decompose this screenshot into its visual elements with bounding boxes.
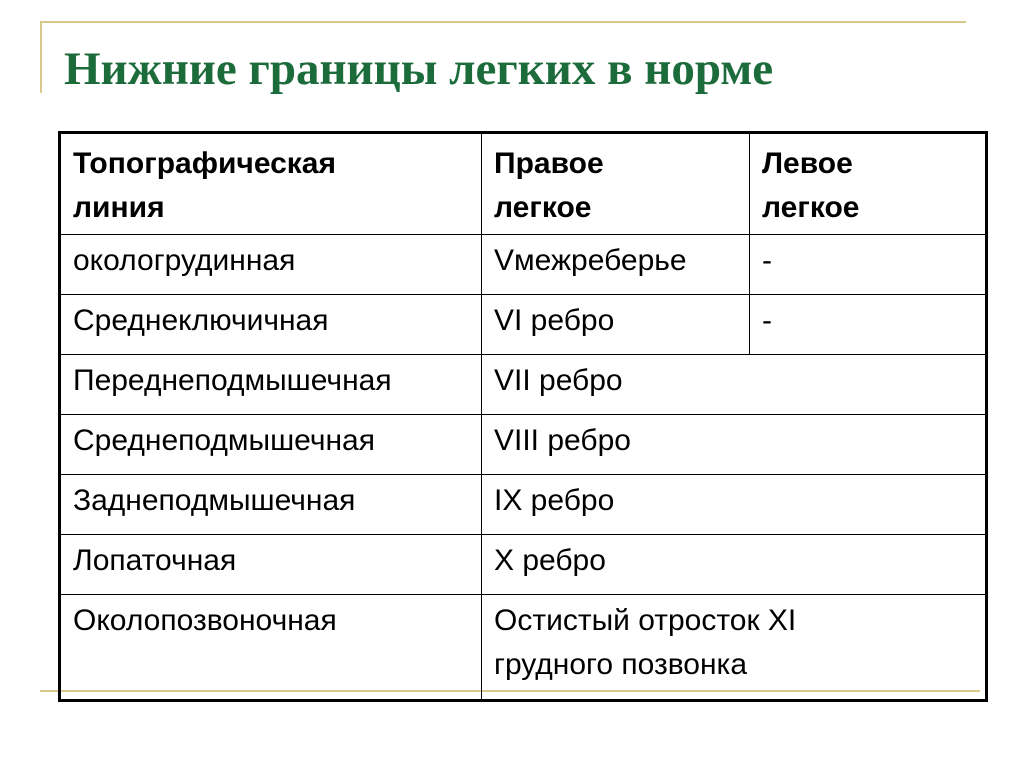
cell-line: Среднеподмышечная xyxy=(60,415,482,475)
cell-right: VIII ребро xyxy=(482,415,987,475)
table-header-row xyxy=(60,133,987,235)
cell-left: - xyxy=(750,235,987,295)
header-topographic-line xyxy=(60,133,482,235)
decor-left-line xyxy=(40,21,42,93)
cell-right: Vмежреберье xyxy=(482,235,750,295)
lung-borders-table xyxy=(58,131,988,702)
cell-line: Переднеподмышечная xyxy=(60,355,482,415)
table-row xyxy=(60,415,987,475)
cell-right: VII ребро xyxy=(482,355,987,415)
table-row xyxy=(60,295,987,355)
table-row xyxy=(60,475,987,535)
decor-top-line xyxy=(40,21,966,23)
header-topographic-line-text: Топографическая линия xyxy=(73,147,336,224)
header-left-lung xyxy=(750,133,987,235)
cell-right: Остистый отросток XI грудного позвонка xyxy=(482,595,987,701)
cell-line: Среднеключичная xyxy=(60,295,482,355)
header-right-lung-text: Правое легкое xyxy=(494,147,604,224)
page-title: Нижние границы легких в норме xyxy=(64,43,774,95)
cell-line: Лопаточная xyxy=(60,535,482,595)
table-row xyxy=(60,355,987,415)
cell-line: окологрудинная xyxy=(60,235,482,295)
header-left-lung-text: Левое легкое xyxy=(762,147,860,224)
header-right-lung xyxy=(482,133,750,235)
cell-right: VI ребро xyxy=(482,295,750,355)
cell-right: IX ребро xyxy=(482,475,987,535)
cell-line: Заднеподмышечная xyxy=(60,475,482,535)
table-row xyxy=(60,235,987,295)
table-row xyxy=(60,535,987,595)
table-row xyxy=(60,595,987,701)
cell-left: - xyxy=(750,295,987,355)
cell-right: X ребро xyxy=(482,535,987,595)
cell-line: Околопозвоночная xyxy=(60,595,482,701)
